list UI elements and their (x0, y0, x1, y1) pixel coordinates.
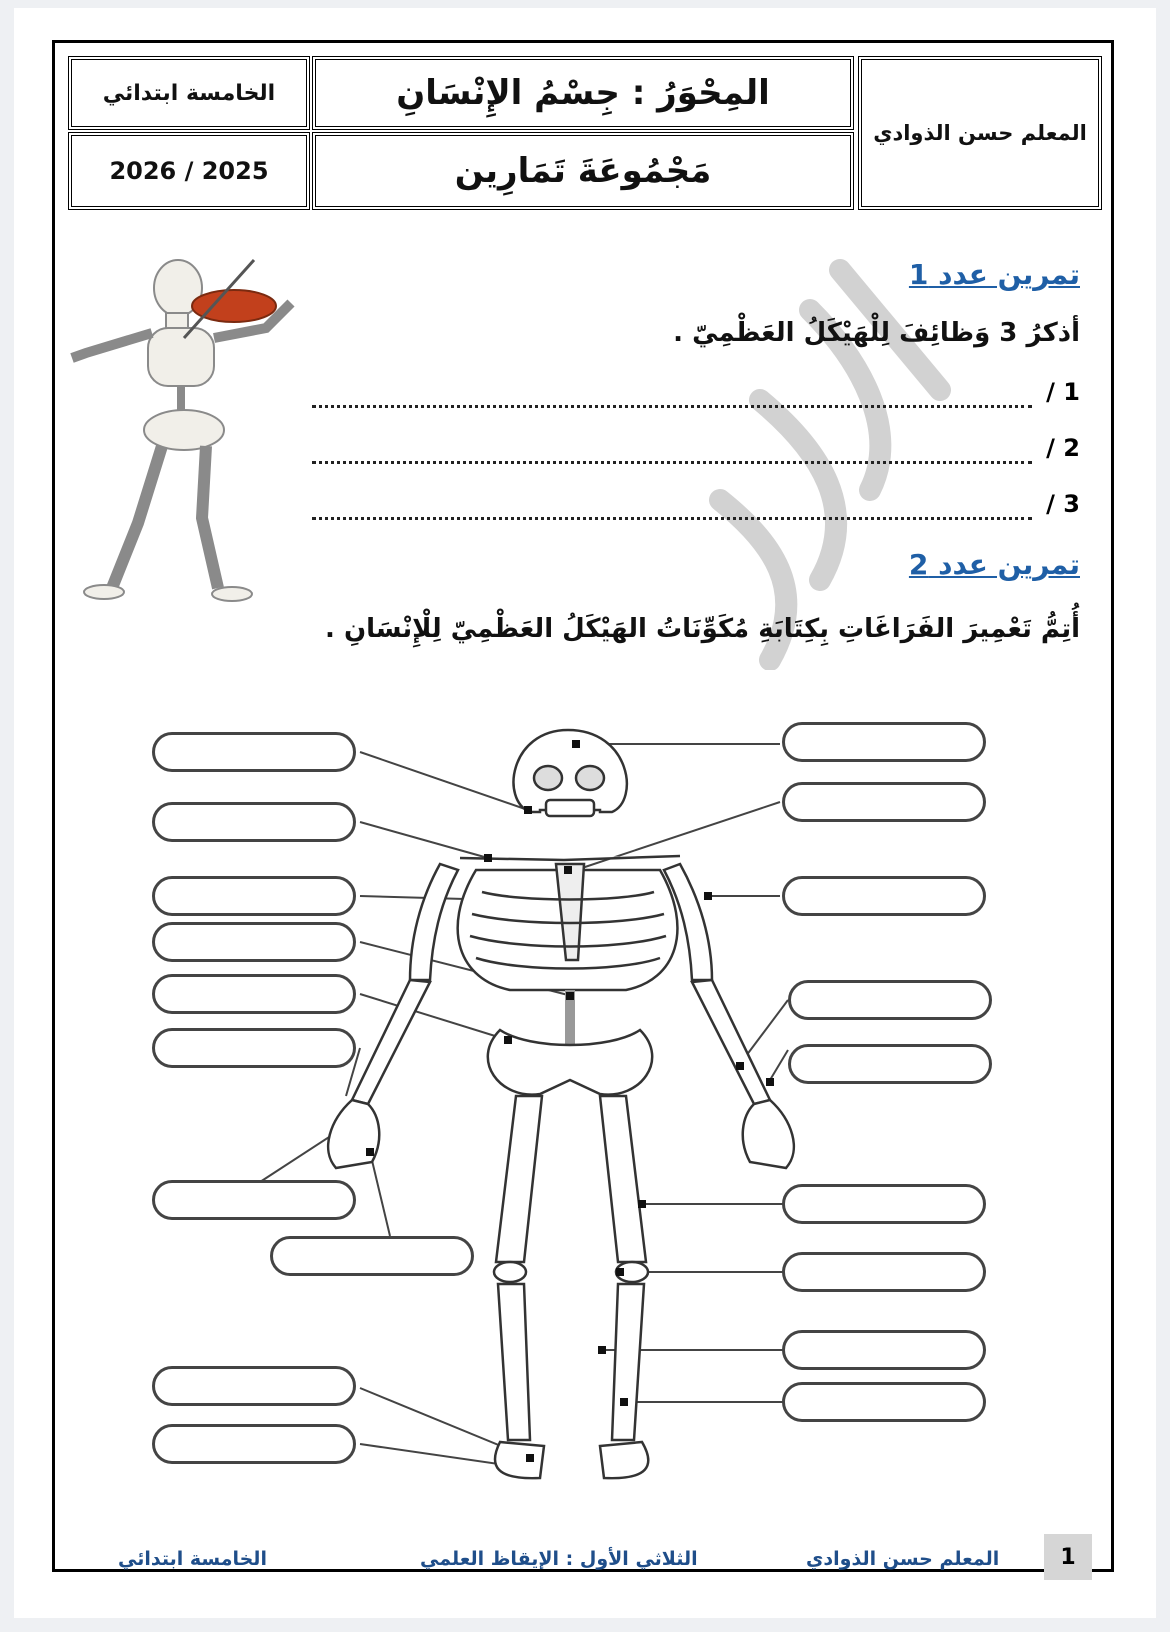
grade-level-cell: الخامسة ابتدائي (68, 56, 310, 130)
label-box-left-8[interactable] (270, 1236, 474, 1276)
label-box-right-6[interactable] (782, 1184, 986, 1224)
label-box-left-1[interactable] (152, 732, 356, 772)
label-box-left-4[interactable] (152, 922, 356, 962)
answer-number: 2 / (1040, 434, 1080, 462)
exercise2-title: تمرين عدد 2 (908, 548, 1080, 581)
label-box-right-7[interactable] (782, 1252, 986, 1292)
footer-level: الخامسة ابتدائي (118, 1548, 267, 1570)
footer-term: الثلاثي الأول : الإيقاظ العلمي (420, 1548, 698, 1570)
label-box-right-2[interactable] (782, 782, 986, 822)
label-box-right-5[interactable] (788, 1044, 992, 1084)
school-year-cell: 2026 / 2025 (68, 132, 310, 210)
label-box-right-8[interactable] (782, 1330, 986, 1370)
label-box-left-2[interactable] (152, 802, 356, 842)
exercise-set-cell: مَجْمُوعَةَ تَمَارِين (312, 132, 854, 210)
footer-teacher: المعلم حسن الذوادي (806, 1548, 1000, 1570)
label-box-right-3[interactable] (782, 876, 986, 916)
label-box-right-4[interactable] (788, 980, 992, 1020)
exercise1-instruction: أذكرُ 3 وَظائِفَ لِلْهَيْكَلُ العَظْمِيّ . (673, 318, 1080, 348)
label-box-left-10[interactable] (152, 1424, 356, 1464)
page-number: 1 (1044, 1534, 1092, 1580)
label-box-left-7[interactable] (152, 1180, 356, 1220)
exercise2-instruction: أُتِمُّ تَعْمِيرَ الفَرَاغَاتِ بِكِتَابَةِ مُكَوِّنَاتُ الهَيْكَلُ العَظْمِيّ لِلْإِنْسَانِ . (325, 614, 1080, 644)
exercise1-title: تمرين عدد 1 (908, 258, 1080, 291)
label-box-left-6[interactable] (152, 1028, 356, 1068)
label-box-right-1[interactable] (782, 722, 986, 762)
answer-number: 1 / (1040, 378, 1080, 406)
axis-title-cell: المِحْوَرُ : جِسْمُ الإِنْسَانِ (312, 56, 854, 130)
label-box-left-3[interactable] (152, 876, 356, 916)
teacher-name-cell: المعلم حسن الذوادي (858, 56, 1102, 210)
label-box-left-5[interactable] (152, 974, 356, 1014)
label-box-left-9[interactable] (152, 1366, 356, 1406)
answer-number: 3 / (1040, 490, 1080, 518)
label-box-right-9[interactable] (782, 1382, 986, 1422)
